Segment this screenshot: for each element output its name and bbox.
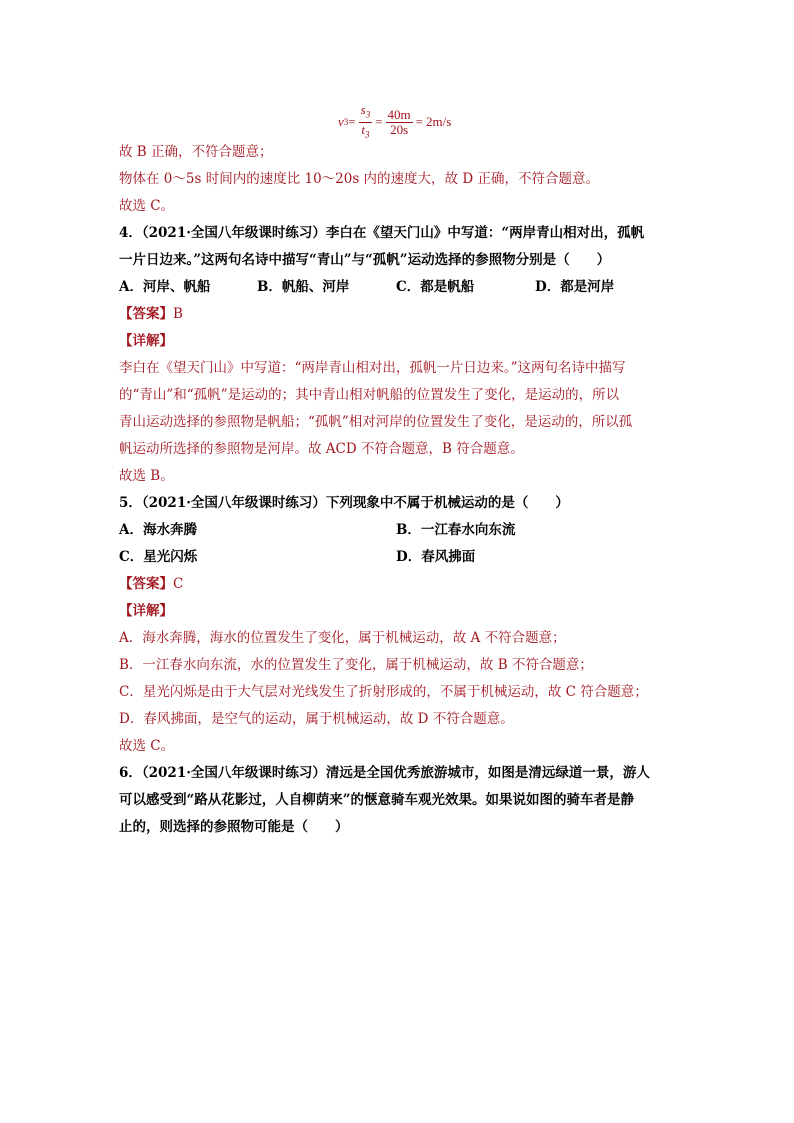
question-6-title-cont: 止的，则选择的参照物可能是（ ） — [119, 819, 349, 835]
frac2-den: 20s — [390, 121, 409, 137]
formula-eq2: = — [375, 114, 383, 129]
answer-value: B — [173, 306, 183, 322]
text-line: A．海水奔腾，海水的位置发生了变化，属于机械运动，故 A 不符合题意； — [119, 630, 566, 646]
formula-lhs: v — [338, 114, 344, 129]
answer-label: 【答案】 — [119, 576, 173, 592]
frac1-num-sub: 3 — [365, 109, 371, 120]
frac2-num: 40m — [387, 106, 411, 122]
question-6-title: 6．（2021·全国八年级课时练习）清远是全国优秀旅游城市，如图是清远绿道一景，游人 — [119, 765, 650, 781]
formula-lhs-sub: 3 — [343, 117, 349, 127]
answer-value: C — [173, 576, 184, 592]
answer-label: 【答案】 — [119, 306, 173, 322]
text-line: B．一江春水向东流，水的位置发生了变化，属于机械运动，故 B 不符合题意； — [119, 657, 593, 673]
text-line: 故选 B。 — [119, 468, 174, 484]
velocity-formula — [338, 101, 452, 140]
q4-option-b: B．帆船、河岸 — [257, 279, 350, 295]
text-line: C．星光闪烁是由于大气层对光线发生了折射形成的，不属于机械运动，故 C 符合题意； — [119, 684, 648, 700]
text-line: 物体在 0～5s 时间内的速度比 10～20s 内的速度大，故 D 正确，不符合题意。 — [119, 171, 599, 187]
q4-option-c: C．都是帆船 — [396, 279, 475, 295]
text-line: 故 B 正确，不符合题意； — [119, 144, 273, 160]
q5-detail-label: 【详解】 — [119, 603, 173, 619]
q5-option-b: B．一江春水向东流 — [396, 522, 516, 538]
frac1-den: t — [361, 121, 365, 137]
q5-option-d: D．春风拂面 — [396, 549, 476, 565]
q4-option-a: A．河岸、帆船 — [119, 279, 211, 295]
formula-eq1: = — [348, 114, 356, 129]
question-5-title: 5．（2021·全国八年级课时练习）下列现象中不属于机械运动的是（ ） — [119, 495, 569, 511]
q4-answer — [119, 305, 183, 323]
q5-answer — [119, 575, 183, 593]
text-line: D．春风拂面，是空气的运动，属于机械运动，故 D 不符合题意。 — [119, 711, 514, 727]
text-line: 故选 C。 — [119, 198, 175, 214]
text-line: 帆运动所选择的参照物是河岸。故 ACD 不符合题意，B 符合题意。 — [119, 441, 524, 457]
question-6-title-cont: 可以感受到“路从花影过，人自柳荫来”的惬意骑车观光效果。如果说如图的骑车者是静 — [119, 792, 635, 808]
frac1-num: s — [360, 101, 366, 117]
question-4-title-cont: 一片日边来。”这两句名诗中描写“青山”与“孤帆”运动选择的参照物分别是（ ） — [119, 252, 611, 268]
q5-option-a: A．海水奔腾 — [119, 522, 197, 538]
text-line: 李白在《望天门山》中写道：“两岸青山相对出，孤帆一片日边来。”这两句名诗中描写 — [119, 360, 626, 376]
fraction-40m-20s — [386, 108, 413, 137]
text-line: 故选 C。 — [119, 738, 175, 754]
q4-option-d: D．都是河岸 — [535, 279, 615, 295]
question-4-title: 4．（2021·全国八年级课时练习）李白在《望天门山》中写道：“两岸青山相对出，孤帆 — [119, 225, 645, 241]
frac1-den-sub: 3 — [364, 129, 370, 140]
fraction-s3-t3 — [359, 103, 373, 141]
formula-eq3: = — [415, 114, 423, 129]
q4-detail-label: 【详解】 — [119, 333, 173, 349]
formula-result: 2m/s — [426, 114, 452, 129]
q5-option-c: C．星光闪烁 — [119, 549, 198, 565]
text-line: 的“青山”和“孤帆”是运动的；其中青山相对帆船的位置发生了变化，是运动的，所以 — [119, 387, 620, 403]
text-line: 青山运动选择的参照物是帆船；“孤帆”相对河岸的位置发生了变化，是运动的，所以孤 — [119, 414, 633, 430]
